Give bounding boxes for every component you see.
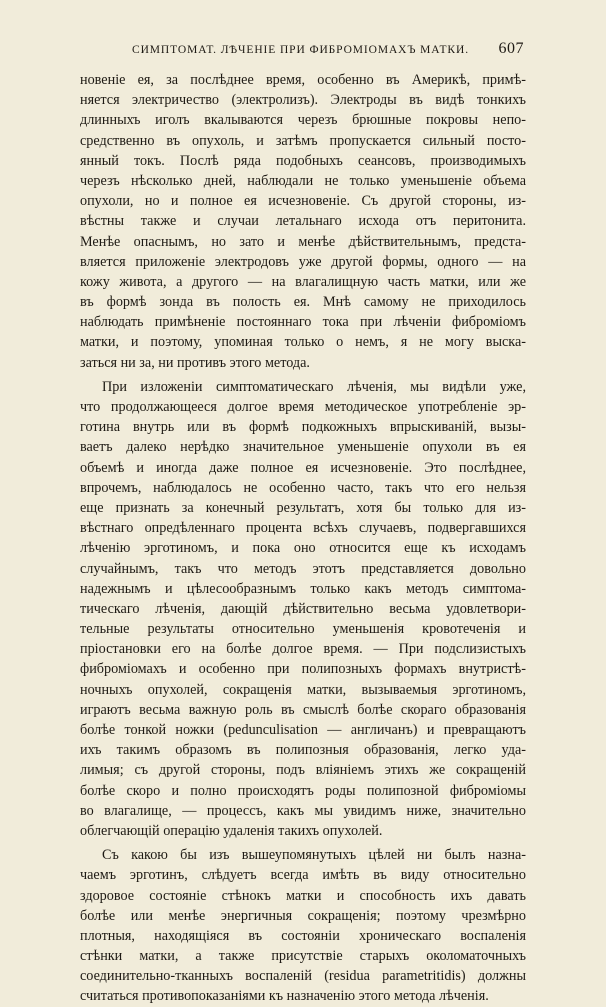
text-line: ихъ такимъ образомъ въ полипозныя образованія, легко уда- — [80, 742, 526, 759]
text-line: случайнымъ, такъ что методъ этотъ представляется довольно — [80, 560, 526, 577]
text-line: здоровое состояніе стѣнокъ матки и способность ихъ давать — [80, 887, 526, 904]
text-line: лѣченію эрготиномъ, и пока оно относится еще къ исходамъ — [80, 540, 526, 557]
text-line: впрочемъ, наблюдалось не особенно часто, такъ что его нельзя — [80, 479, 526, 496]
text-line: стѣнки матки, а также присутствіе старыхъ околоматочныхъ — [80, 948, 526, 965]
text-line: пріостановки его на болѣе долгое время. — При подслизистыхъ — [80, 641, 526, 658]
paragraph — [80, 845, 526, 1007]
text-line: что продолжающееся долгое время методическое употребленіе эр- — [80, 399, 526, 415]
text-line: въ формѣ зонда въ полость ея. Мнѣ самому не приходилось — [80, 294, 526, 311]
paragraph — [80, 377, 526, 841]
text-line: ваетъ далеко нерѣдко значительное уменьшеніе опухоли въ ея — [80, 439, 526, 456]
text-line: черезъ нѣсколько дней, наблюдали не только уменьшеніе объема — [80, 172, 526, 189]
text-line: тельные результаты относительно уменьшенія кровотеченія и — [80, 621, 526, 638]
text-line: чаемъ эрготинъ, слѣдуетъ всегда имѣть въ виду относительно — [80, 867, 526, 884]
text-line: опухоли, но и полное ея исчезновеніе. Съ другой стороны, из- — [80, 193, 526, 210]
text-line: объемѣ и иногда даже полное ея исчезновеніе. Это послѣднее, — [80, 459, 526, 476]
text-line: надежнымъ и цѣлесообразнымъ только какъ методъ симптома- — [80, 580, 526, 597]
running-head: СИМПТОМАТ. ЛѢЧЕНІЕ ПРИ ФИБРОМІОМАХЪ МАТКИ. — [132, 44, 469, 56]
text-line: янный токъ. Послѣ ряда подобныхъ сеансовъ, производимыхъ — [80, 152, 526, 169]
text-line: соединительно-тканныхъ воспаленій (residua parametritidis) должны — [80, 968, 526, 985]
text-line: матки, и поэтому, упоминая только о немъ, я не могу выска- — [80, 334, 526, 351]
text-line: вляется приложеніе электродовъ уже другой формы, одного — на — [80, 253, 526, 270]
text-line: Съ какою бы изъ вышеупомянутыхъ цѣлей ни былъ назна- — [102, 847, 526, 864]
text-line: заться ни за, ни противъ этого метода. — [80, 354, 310, 371]
text-line: еще признать за конечный результатъ, хотя бы только для из- — [80, 499, 526, 516]
text-line: готина внутрь или въ формѣ подкожныхъ впрыскиваній, вызы- — [80, 419, 526, 436]
text-line: вѣстны также и случаи летальнаго исхода отъ перитонита. — [80, 213, 526, 230]
text-line: плотныя, находящіяся въ состояніи хроническаго воспаленія — [80, 927, 526, 944]
text-line: кожу живота, а другого — на влагалищную часть матки, или же — [80, 273, 526, 290]
text-line: тическаго лѣченія, дающій дѣйствительно весьма удовлетвори- — [80, 600, 526, 617]
page-header — [80, 40, 526, 64]
text-line: облегчающій операцію удаленія такихъ опухолей. — [80, 822, 383, 839]
body-text — [80, 70, 526, 1007]
text-line: считаться противопоказаніями къ назначенію этого метода лѣченія. — [80, 988, 489, 1005]
text-line: вѣстнаго опредѣленнаго процента всѣхъ случаевъ, подвергавшихся — [80, 520, 526, 537]
text-line: во влагалище, — процессъ, какъ мы увидимъ ниже, значительно — [80, 802, 526, 819]
text-line: лимыя; съ другой стороны, подъ вліяніемъ этихъ же сокращеній — [80, 762, 526, 779]
text-line: болѣе скоро и полно происходятъ роды полипозной фибромiомы — [80, 782, 526, 799]
text-line: болѣе или менѣе энергичныя сокращенія; поэтому чрезмѣрно — [80, 907, 526, 924]
text-line: няется электричество (электролизъ). Электроды въ видѣ тонкихъ — [80, 92, 526, 109]
text-line: новеніе ея, за послѣднее время, особенно въ Америкѣ, примѣ- — [80, 72, 526, 88]
text-line: ночныхъ опухолей, сокращенія матки, вызываемыя эрготиномъ, — [80, 681, 526, 698]
text-line: Менѣе опаснымъ, но зато и менѣе дѣйствительнымъ, предста- — [80, 233, 526, 250]
text-line: фибромiомахъ и особенно при полипозныхъ формахъ внутристѣ- — [80, 661, 526, 678]
text-line: наблюдать примѣненіе постояннаго тока при лѣченіи фибромiомъ — [80, 314, 526, 331]
text-line: При изложеніи симптоматическаго лѣченія, мы видѣли уже, — [102, 378, 526, 395]
text-line: играютъ весьма важную роль въ смыслѣ болѣе скораго образованія — [80, 701, 526, 718]
paragraph — [80, 70, 526, 373]
text-line: средственно въ опухоль, и затѣмъ пропускается сильный посто- — [80, 132, 526, 149]
text-line: длинныхъ иголъ вкалываются черезъ брюшные покровы непо- — [80, 112, 526, 129]
text-line: болѣе тонкой ножки (pedunculisation — англичанъ) и превращаютъ — [80, 722, 526, 738]
page-number: 607 — [498, 40, 524, 57]
